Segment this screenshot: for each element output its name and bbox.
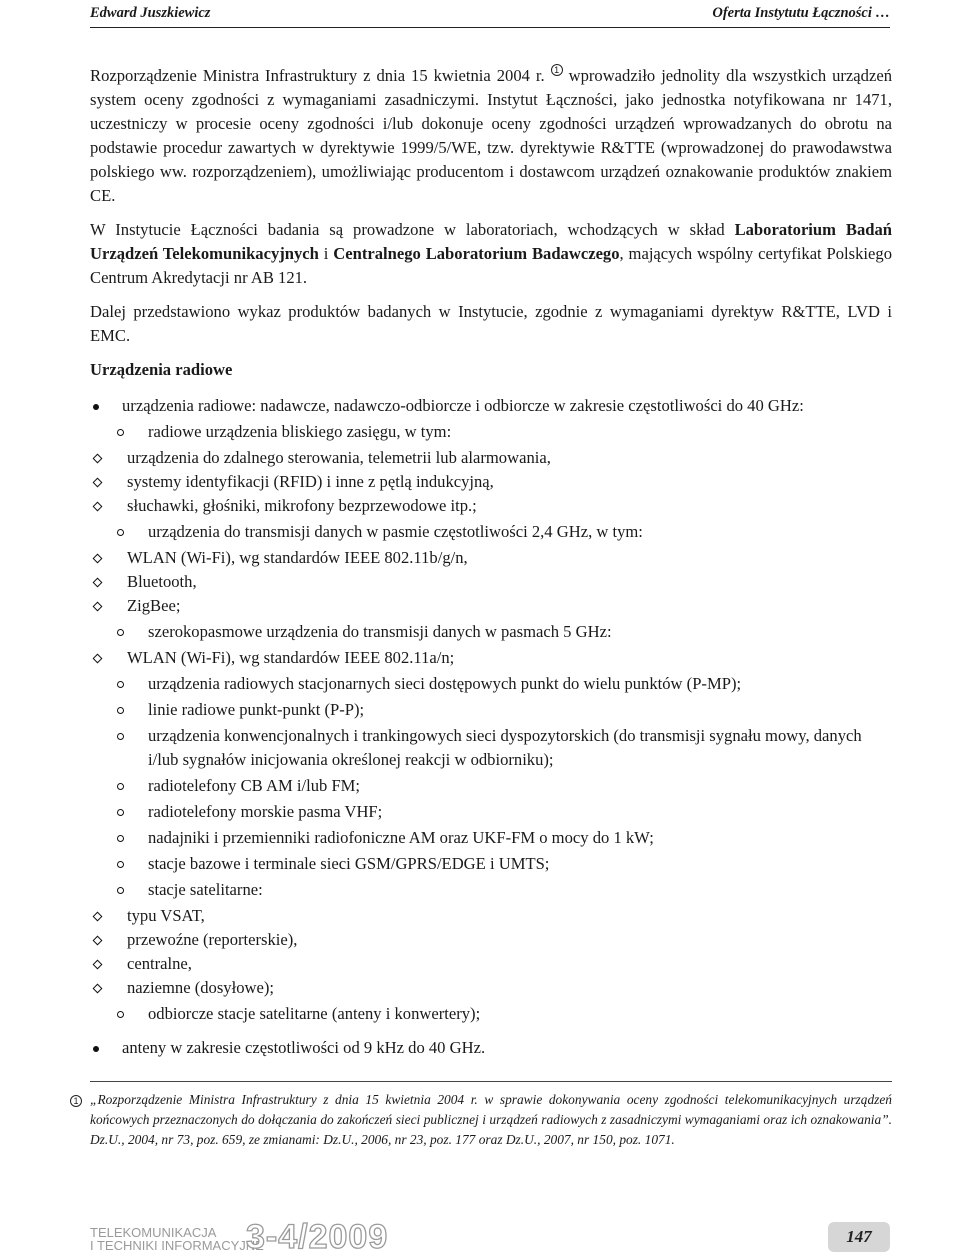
- sub-list-item: [90, 852, 892, 876]
- sub-item-text: stacje bazowe i terminale sieci GSM/GPRS/EDGE i UMTS;: [148, 854, 550, 873]
- lab-name-1: Laboratorium Badań Urządzeń Telekomunikacyjnych: [90, 220, 892, 263]
- sub-item-text: urządzenia konwencjonalnych i trankingowych sieci dyspozytorskich (do transmisji sygnału mowy, danych i/lub sygnałów inicjowania określonej reakcji w odbiorniku);: [148, 726, 862, 769]
- sub-sub-item: [90, 952, 892, 976]
- sub-sub-item: [90, 570, 892, 594]
- sub-sub-item: [90, 470, 892, 494]
- sub-sub-item: [90, 494, 892, 518]
- sub-sub-item-text: słuchawki, głośniki, mikrofony bezprzewodowe itp.;: [127, 496, 477, 515]
- intro-p1-text-cont: wprowadziło jednolity dla wszystkich urządzeń system oceny zgodności z wymaganiami zasadniczymi. Instytut Łączności, jako jednostka notyfikowana nr 1471, uczestniczy w procesie oceny zgodności i/lub dokonuje oceny zgodności urządzeń wprowadzanych do obrotu na podstawie procedur zawartych w dyrektywie 1999/5/WE, tzw. dyrektywie R&TTE (wprowadzonej do prawodawstwa polskiego ww. rozporządzeniem), umożliwiając producentom i dostawcom urządzeń oznakowanie produktów znakiem CE.: [90, 66, 892, 205]
- sub-item-text: stacje satelitarne:: [148, 880, 263, 899]
- sub-item-text: nadajniki i przemienniki radiofoniczne AM oraz UKF-FM o mocy do 1 kW;: [148, 828, 654, 847]
- sub-list-item: [90, 724, 892, 772]
- sub-list-item: [90, 620, 892, 670]
- sub-list-item: [90, 826, 892, 850]
- sub-item-text: szerokopasmowe urządzenia do transmisji danych w pasmach 5 GHz:: [148, 622, 612, 641]
- article-body: [90, 64, 892, 1070]
- sub-item-text: radiotelefony morskie pasma VHF;: [148, 802, 383, 821]
- sub-item-text: radiotelefony CB AM i/lub FM;: [148, 776, 361, 795]
- list-item-text: anteny w zakresie częstotliwości od 9 kHz do 40 GHz.: [122, 1038, 486, 1057]
- list-item: [90, 394, 892, 1026]
- sub-sub-item-text: typu VSAT,: [127, 906, 205, 925]
- running-header: [90, 0, 890, 28]
- sub-item-text: odbiorcze stacje satelitarne (anteny i konwertery);: [148, 1004, 481, 1023]
- footnote-reference[interactable]: 1: [551, 64, 563, 76]
- footnote-number: 1: [70, 1095, 82, 1107]
- footnote: [70, 1090, 892, 1150]
- header-author: Edward Juszkiewicz: [90, 5, 211, 21]
- sub-list-item: [90, 878, 892, 1000]
- sub-item-text: urządzenia radiowych stacjonarnych sieci dostępowych punkt do wielu punktów (P-MP);: [148, 674, 742, 693]
- sub-sub-item-text: centralne,: [127, 954, 192, 973]
- header-title: Oferta Instytutu Łączności …: [712, 5, 890, 21]
- sub-list: [90, 420, 892, 1026]
- page-number: 147: [828, 1222, 890, 1252]
- sub-sub-list: [90, 904, 892, 1000]
- sub-sub-item-text: systemy identyfikacji (RFID) i inne z pętlą indukcyjną,: [127, 472, 494, 491]
- sub-sub-item: [90, 594, 892, 618]
- journal-name-line-2: I TECHNIKI INFORMACYJNE: [90, 1238, 264, 1253]
- intro-p2-text: W Instytucie Łączności badania są prowadzone w laboratoriach, wchodzących w skład: [90, 220, 735, 239]
- sub-item-text: urządzenia do transmisji danych w pasmie częstotliwości 2,4 GHz, w tym:: [148, 522, 643, 541]
- sub-sub-item-text: ZigBee;: [127, 596, 181, 615]
- sub-sub-item-text: Bluetooth,: [127, 572, 197, 591]
- intro-p1-text: Rozporządzenie Ministra Infrastruktury z dnia 15 kwietnia 2004 r.: [90, 66, 545, 85]
- intro-paragraph-2: [90, 218, 892, 290]
- intro-paragraph-3: Dalej przedstawiono wykaz produktów badanych w Instytucie, zgodnie z wymaganiami dyrektyw R&TTE, LVD i EMC.: [90, 302, 892, 345]
- sub-sub-item: [90, 546, 892, 570]
- issue-number: 3-4/2009: [246, 1218, 389, 1256]
- journal-name-line-1: TELEKOMUNIKACJA: [90, 1225, 217, 1240]
- sub-sub-item-text: przewoźne (reporterskie),: [127, 930, 298, 949]
- sub-sub-list: [90, 446, 892, 518]
- sub-sub-item: [90, 904, 892, 928]
- list-item-text: urządzenia radiowe: nadawcze, nadawczo-odbiorcze i odbiorcze w zakresie częstotliwości do 40 GHz:: [122, 396, 804, 415]
- sub-list-item: [90, 800, 892, 824]
- intro-p2-conj: i: [318, 244, 334, 263]
- intro-p2-text-end: , mających wspólny certyfikat Polskiego Centrum Akredytacji nr AB 121.: [90, 244, 892, 287]
- sub-item-text: linie radiowe punkt-punkt (P-P);: [148, 700, 365, 719]
- footnote-mark: [70, 1090, 90, 1150]
- device-list: [90, 394, 892, 1060]
- sub-sub-item-text: WLAN (Wi-Fi), wg standardów IEEE 802.11a/n;: [127, 648, 455, 667]
- sub-sub-item: [90, 646, 892, 670]
- intro-paragraph-1: [90, 64, 892, 208]
- sub-list-item: [90, 520, 892, 618]
- lab-name-2: Centralnego Laboratorium Badawczego: [333, 244, 620, 263]
- sub-list-item: [90, 420, 892, 518]
- list-item: [90, 1036, 892, 1060]
- sub-sub-item-text: naziemne (dosyłowe);: [127, 978, 274, 997]
- section-title: Urządzenia radiowe: [90, 360, 233, 379]
- sub-list-item: [90, 1002, 892, 1026]
- sub-sub-list: [90, 546, 892, 618]
- footnote-text: „Rozporządzenie Ministra Infrastruktury z dnia 15 kwietnia 2004 r. w sprawie dokonywania oceny zgodności telekomunikacyjnych urządzeń końcowych przeznaczonych do dołączania do zakończeń sieci publicznej i urządzeń radiowych z zasadniczymi wymaganiami oraz ich oznakowania”. Dz.U., 2004, nr 73, poz. 659, ze zmianami: Dz.U., 2006, nr 23, poz. 177 oraz Dz.U., 2007, nr 150, poz. 1071.: [90, 1092, 892, 1147]
- sub-sub-item-text: urządzenia do zdalnego sterowania, telemetrii lub alarmowania,: [127, 448, 551, 467]
- sub-sub-item: [90, 928, 892, 952]
- sub-sub-list: [90, 646, 892, 670]
- sub-sub-item: [90, 446, 892, 470]
- sub-list-item: [90, 774, 892, 798]
- sub-item-text: radiowe urządzenia bliskiego zasięgu, w tym:: [148, 422, 452, 441]
- sub-sub-item: [90, 976, 892, 1000]
- sub-list-item: [90, 698, 892, 722]
- sub-list-item: [90, 672, 892, 696]
- page-footer: [90, 1218, 890, 1258]
- sub-sub-item-text: WLAN (Wi-Fi), wg standardów IEEE 802.11b/g/n,: [127, 548, 468, 567]
- footnote-divider: [90, 1081, 892, 1082]
- journal-name: [90, 1226, 264, 1252]
